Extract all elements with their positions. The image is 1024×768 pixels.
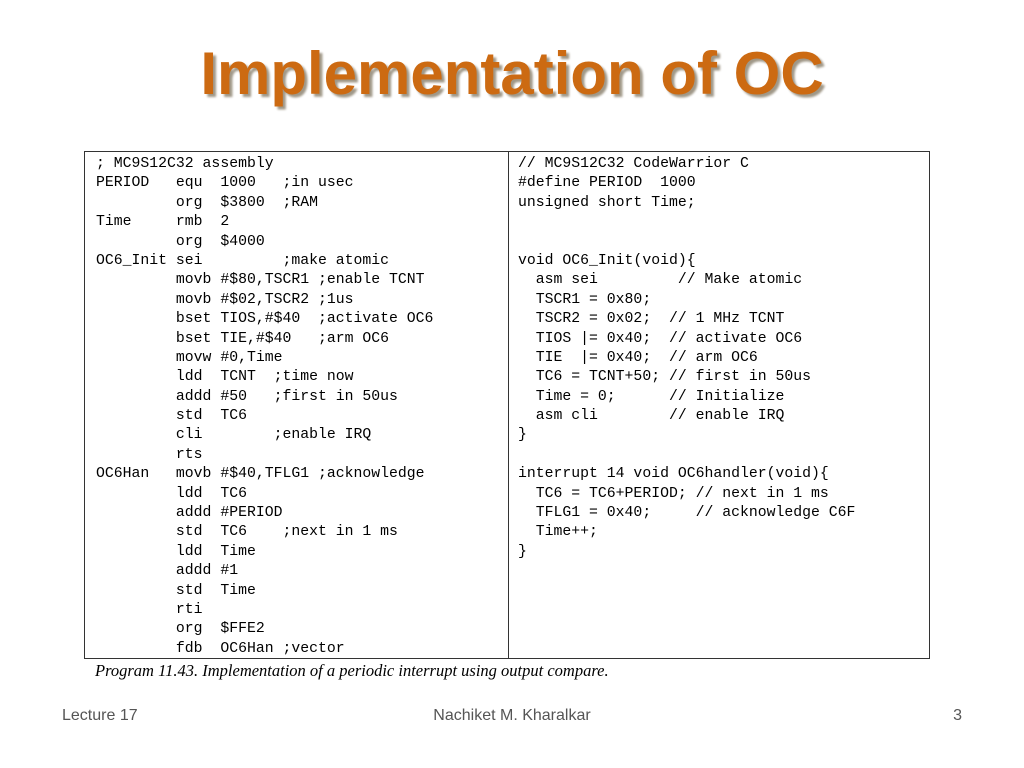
c-code-line: TFLG1 = 0x40; // acknowledge C6F [518, 505, 856, 522]
c-code-line: unsigned short Time; [518, 194, 696, 211]
c-code-line [518, 446, 929, 465]
assembly-code-line: bset TIE,#$40 ;arm OC6 [96, 330, 390, 347]
assembly-code-line: rts [96, 446, 203, 463]
assembly-code-line: PERIOD equ 1000 ;in usec [96, 175, 354, 192]
c-code-column [509, 152, 929, 658]
assembly-code-line: std Time [96, 582, 256, 599]
c-code-line: #define PERIOD 1000 [518, 175, 696, 192]
c-code-line: TC6 = TCNT+50; // first in 50us [518, 369, 812, 386]
footer-lecture: Lecture 17 [62, 707, 138, 724]
assembly-code-line: org $3800 ;RAM [96, 194, 318, 211]
c-code-line: asm sei // Make atomic [518, 272, 803, 289]
assembly-code-line: rti [96, 601, 203, 618]
assembly-code-line: addd #1 [96, 563, 239, 580]
assembly-code-line: org $4000 [96, 233, 265, 250]
c-code-line: interrupt 14 void OC6handler(void){ [518, 466, 829, 483]
c-code-line: TC6 = TC6+PERIOD; // next in 1 ms [518, 485, 829, 502]
program-caption: Program 11.43. Implementation of a periodic interrupt using output compare. [95, 661, 609, 680]
footer-author: Nachiket M. Kharalkar [433, 707, 591, 724]
c-code-line: void OC6_Init(void){ [518, 252, 696, 269]
assembly-code-line: movw #0,Time [96, 349, 283, 366]
assembly-code-line: bset TIOS,#$40 ;activate OC6 [96, 311, 434, 328]
assembly-code-line: Time rmb 2 [96, 214, 230, 231]
c-code-line: } [518, 427, 527, 444]
c-code-line: TIE |= 0x40; // arm OC6 [518, 349, 758, 366]
c-code-line: Time = 0; // Initialize [518, 388, 785, 405]
assembly-code-line: std TC6 [96, 408, 247, 425]
assembly-code-line: OC6Han movb #$40,TFLG1 ;acknowledge [96, 466, 425, 483]
assembly-code-column [85, 152, 509, 658]
c-code-line: TIOS |= 0x40; // activate OC6 [518, 330, 803, 347]
assembly-code-line: ldd TC6 [96, 485, 247, 502]
assembly-code-line: ; MC9S12C32 assembly [96, 156, 274, 172]
c-code-line [518, 233, 929, 252]
assembly-code-line: cli ;enable IRQ [96, 427, 372, 444]
code-table [84, 151, 930, 659]
c-code-line: // MC9S12C32 CodeWarrior C [518, 156, 749, 172]
c-code-line: TSCR1 = 0x80; [518, 291, 652, 308]
assembly-code-line: org $FFE2 [96, 621, 265, 638]
assembly-code-line: addd #PERIOD [96, 505, 283, 522]
assembly-code-line: movb #$80,TSCR1 ;enable TCNT [96, 272, 425, 289]
c-code-line: } [518, 543, 527, 560]
c-code-line: TSCR2 = 0x02; // 1 MHz TCNT [518, 311, 785, 328]
assembly-code-line: OC6_Init sei ;make atomic [96, 252, 390, 269]
c-code-line: Time++; [518, 524, 598, 541]
assembly-code-line: addd #50 ;first in 50us [96, 388, 398, 405]
assembly-code-line: movb #$02,TSCR2 ;1us [96, 291, 354, 308]
footer-page-number: 3 [953, 707, 962, 724]
assembly-code-line: ldd Time [96, 543, 256, 560]
slide-title: Implementation of OC [200, 40, 824, 107]
assembly-code-line: ldd TCNT ;time now [96, 369, 354, 386]
assembly-code-line: fdb OC6Han ;vector [96, 640, 345, 657]
assembly-code-line: std TC6 ;next in 1 ms [96, 524, 398, 541]
c-code-line: asm cli // enable IRQ [518, 408, 785, 425]
c-code-line [518, 213, 929, 232]
